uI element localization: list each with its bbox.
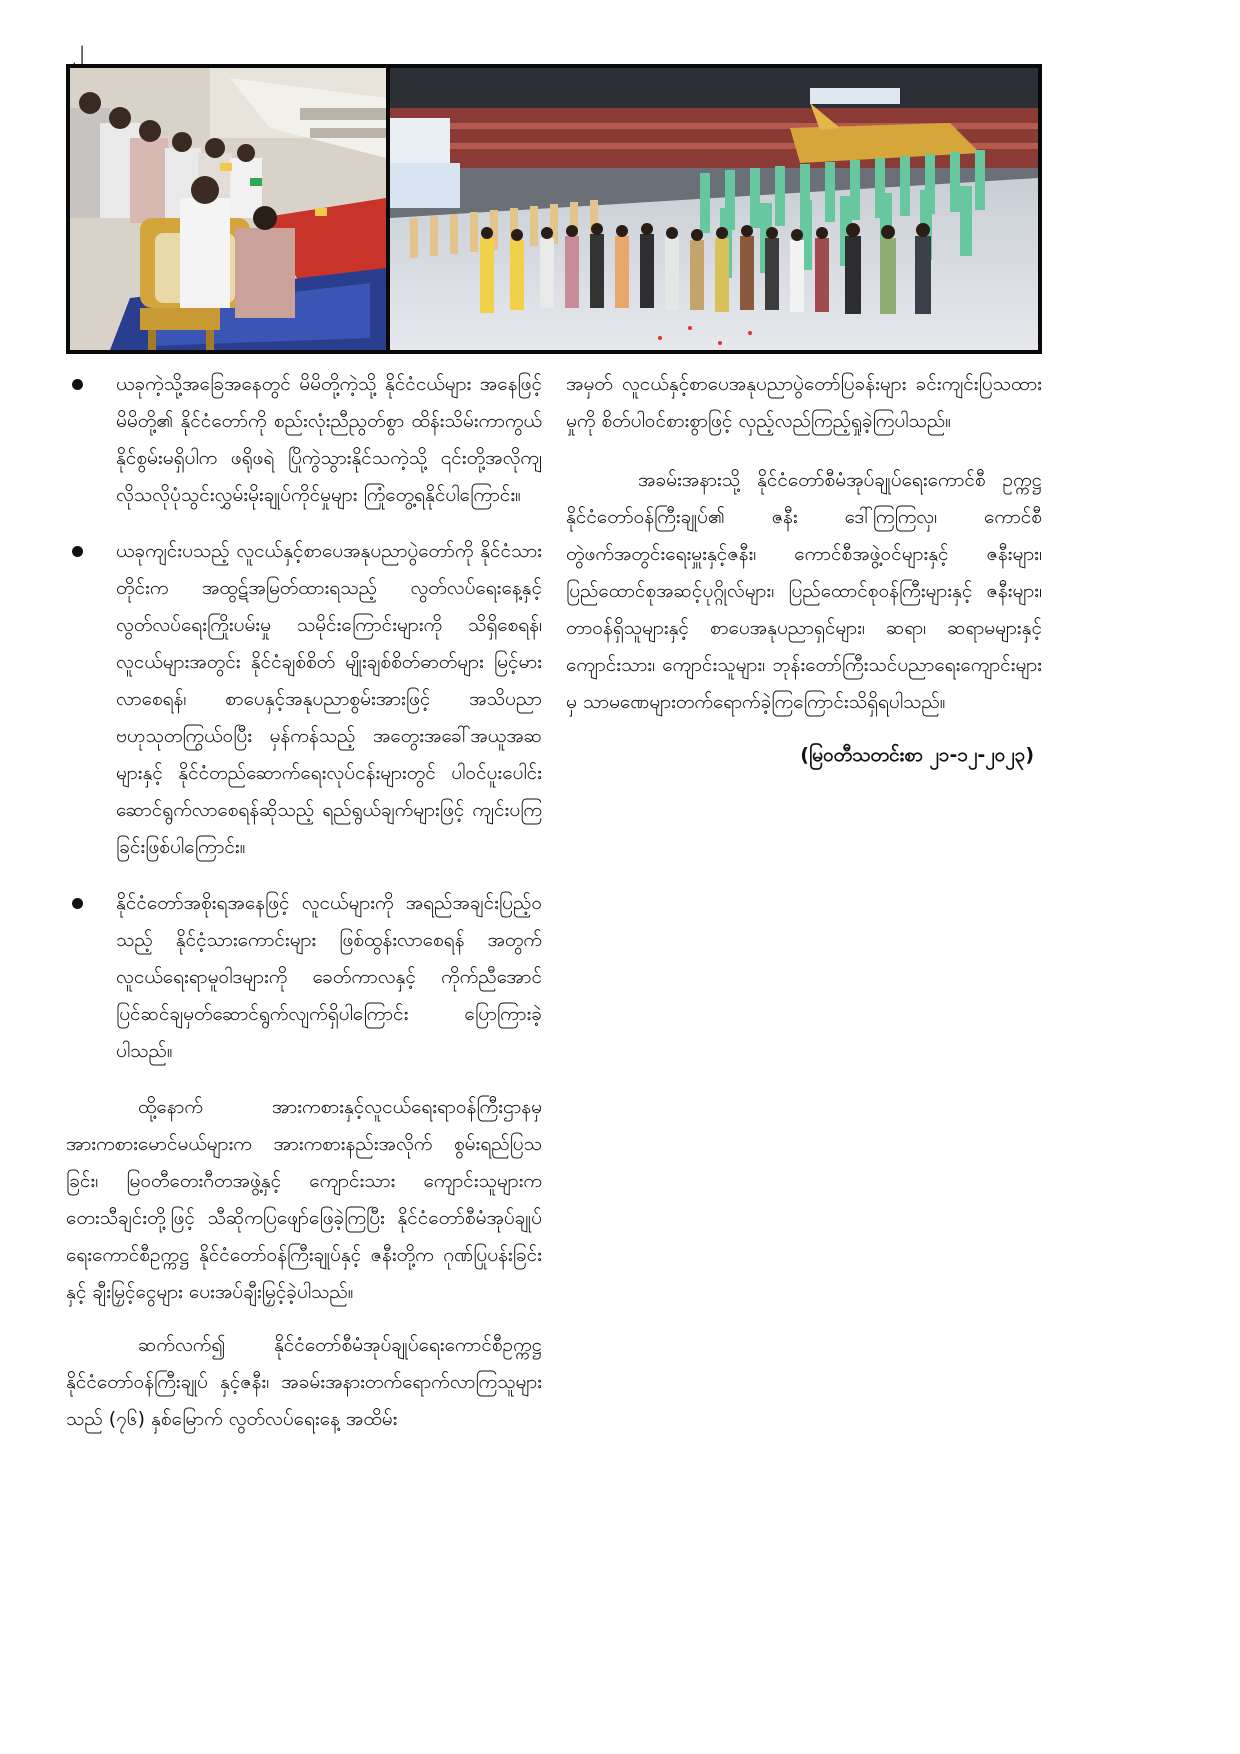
source-citation: (မြဝတီသတင်းစာ ၂၁-၁၂-၂၀၂၃) (800, 744, 1034, 766)
bullet-point (66, 366, 542, 514)
photo-vip-box (70, 68, 386, 350)
bullet-text: ယခုကျင်းပသည့် လူငယ်နှင့်စာပေအနုပညာပွဲတော်ကို နိုင်ငံသားတိုင်းက အထွဋ်အမြတ်ထားရသည့် လွတ်လပ်ရေးနေ့နှင့် လွတ်လပ်ရေးကြိုးပမ်းမှု သမိုင်းကြောင်းများကို သိရှိစေရန်၊ လူငယ်များအတွင်း နိုင်ငံချစ်စိတ် မျိုးချစ်စိတ်ဓာတ်များ မြင့်မားလာစေရန်၊ စာပေနှင့်အနုပညာစွမ်းအားဖြင့် အသိပညာဗဟုသုတကြွယ်ဝပြီး မှန်ကန်သည့် အတွေးအခေါ်အယူအဆများနှင့် နိုင်ငံတည်ဆောက်ရေးလုပ်ငန်းများတွင် ပါဝင်ပူးပေါင်းဆောင်ရွက်လာစေရန်ဆိုသည့် ရည်ရွယ်ချက်များဖြင့် ကျင်းပကြခြင်းဖြစ်ပါကြောင်း။ (116, 540, 542, 858)
body-paragraph: ဆက်လက်၍ နိုင်ငံတော်စီမံအုပ်ချုပ်ရေးကောင်စီဥက္ကဋ္ဌ နိုင်ငံတော်ဝန်ကြီးချုပ် နှင့်ဇနီး၊ အခမ်းအနားတက်ရောက်လာကြသူများသည် (၇၆) နှစ်မြောက် လွတ်လပ်ရေးနေ့ အထိမ်း (66, 1334, 542, 1430)
bullet-point (66, 533, 542, 866)
bullet-text: နိုင်ငံတော်အစိုးရအနေဖြင့် လူငယ်များကို အရည်အချင်းပြည့်ဝသည့် နိုင်ငံ့သားကောင်းများ ဖြစ်ထွန်းလာစေရန် အတွက် လူငယ်ရေးရာမူဝါဒများကို ခေတ်ကာလနှင့် ကိုက်ညီအောင် ပြင်ဆင်ချမှတ်ဆောင်ရွက်လျက်ရှိပါကြောင်း ပြောကြားခဲ့ပါသည်။ (116, 892, 542, 1062)
left-column (66, 366, 542, 1454)
right-column (566, 366, 1042, 774)
arena-illustration (390, 68, 1038, 350)
photo-strip (66, 64, 1042, 354)
page-number: ၂ (72, 34, 84, 62)
continued-paragraph: အမှတ် လူငယ်နှင့်စာပေအနုပညာပွဲတော်ပြခန်းများ ခင်းကျင်းပြသထားမှုကို စိတ်ပါဝင်စားစွာဖြင့် လှည့်လည်ကြည့်ရှုခဲ့ကြပါသည်။ (566, 373, 1042, 432)
body-paragraph: ထို့နောက် အားကစားနှင့်လူငယ်ရေးရာဝန်ကြီးဌာနမှ အားကစားမောင်မယ်များက အားကစားနည်းအလိုက် စွမ်းရည်ပြသခြင်း၊ မြဝတီတေးဂီတအဖွဲ့နှင့် ကျောင်းသား ကျောင်းသူများက တေးသီချင်းတို့ဖြင့် သီဆိုကပြဖျော်ဖြေခဲ့ကြပြီး နိုင်ငံတော်စီမံအုပ်ချုပ်ရေးကောင်စီဥက္ကဋ္ဌ နိုင်ငံတော်ဝန်ကြီးချုပ်နှင့် ဇနီးတို့က ဂုဏ်ပြုပန်းခြင်းနှင့် ချီးမြှင့်ငွေများ ပေးအပ်ချီးမြှင့်ခဲ့ပါသည်။ (66, 1096, 542, 1303)
bullet-text: ယခုကဲ့သို့အခြေအနေတွင် မိမိတို့ကဲ့သို့ နိုင်ငံငယ်များ အနေဖြင့် မိမိတို့၏ နိုင်ငံတော်ကို စည်းလုံးညီညွတ်စွာ ထိန်းသိမ်းကာကွယ်နိုင်စွမ်းမရှိပါက ဖရိုဖရဲ ပြိုကွဲသွားနိုင်သကဲ့သို့ ၎င်းတို့အလိုကျ လိုသလိုပုံသွင်းလွှမ်းမိုးချုပ်ကိုင်မှုများ ကြုံတွေ့ရနိုင်ပါကြောင်း။ (116, 373, 542, 506)
photo-arena-performers (390, 68, 1038, 350)
bullet-point (66, 885, 542, 1070)
bullet-dot-icon (72, 546, 83, 557)
attendees-paragraph: အခမ်းအနားသို့ နိုင်ငံတော်စီမံအုပ်ချုပ်ရေးကောင်စီ ဥက္ကဋ္ဌ နိုင်ငံတော်ဝန်ကြီးချုပ်၏ ဇနီး ဒေါ်ကြကြလှ၊ ကောင်စီတွဲဖက်အတွင်းရေးမှူးနှင့်ဇနီး၊ ကောင်စီအဖွဲ့ဝင်များနှင့် ဇနီးများ၊ ပြည်ထောင်စုအဆင့်ပုဂ္ဂိုလ်များ၊ ပြည်ထောင်စုဝန်ကြီးများနှင့် ဇနီးများ၊ တာဝန်ရှိသူများနှင့် စာပေအနုပညာရှင်များ၊ ဆရာ၊ ဆရာမများနှင့် ကျောင်းသား၊ ကျောင်းသူများ၊ ဘုန်းတော်ကြီးသင်ပညာရေးကျောင်းများမှ သာမဏေများတက်ရောက်ခဲ့ကြကြောင်းသိရှိရပါသည်။ (566, 469, 1042, 713)
vip-box-illustration (70, 68, 386, 350)
bullet-dot-icon (72, 379, 83, 390)
bullet-dot-icon (72, 898, 83, 909)
